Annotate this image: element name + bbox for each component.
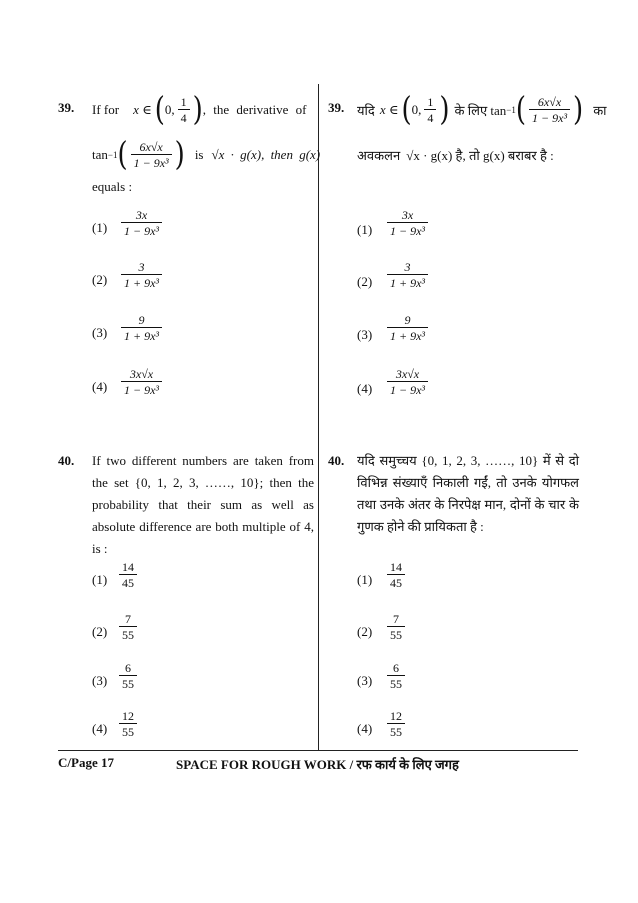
footer-rule <box>58 750 578 751</box>
q39-text-zero: 0, <box>164 102 175 117</box>
option-label: (2) <box>357 624 373 639</box>
page-number: C/Page 17 <box>58 755 114 770</box>
option-3[interactable]: $\frac{6}{55}$ <box>116 661 140 691</box>
option-label: (3) <box>92 325 108 340</box>
question-number: 40. <box>58 453 75 468</box>
q39-hi-avakalan: अवकलन <box>357 148 401 163</box>
option-4[interactable]: $\frac{12}{55}$ <box>116 709 140 739</box>
option-label: (1) <box>92 220 108 235</box>
option-label: (4) <box>357 721 373 736</box>
q39-line1: If for x ∈ ( 0, $\frac{1}{4}$ ) , the derivative of <box>92 91 307 129</box>
option-4[interactable]: $\frac{3x√x}{\text{1 − 9x³}}$ <box>118 367 165 397</box>
q39-hi-line2 <box>357 144 554 166</box>
option-3[interactable]: $\frac{9}{\text{1 + 9x³}}$ <box>384 313 431 343</box>
q39-hi-ka: का <box>593 103 607 118</box>
q39-hi-x-in: x ∈ <box>379 102 399 117</box>
q39-hi-g: √x · g(x) है, तो g(x) बराबर है : <box>406 148 554 163</box>
rough-work-label: SPACE FOR ROUGH WORK / रफ कार्य के लिए जगह <box>176 757 459 772</box>
q39-text-if-for: If for <box>92 102 120 117</box>
q40-text: If two different numbers are taken from the set {0, 1, 2, 3, ……, 10}; then the probability that their sum as well as absolute difference are both multiple of 4, is : <box>92 453 314 556</box>
option-4[interactable]: $\frac{3x√x}{\text{1 − 9x³}}$ <box>384 367 431 397</box>
q39-text-g: √x · g(x), then g(x) <box>211 147 321 162</box>
q39-text-is: is <box>194 147 204 162</box>
column-divider <box>318 84 319 750</box>
q39-interval-fraction: $\frac{1}{4}$ <box>178 95 190 125</box>
option-label: (4) <box>357 381 373 396</box>
question-number: 39. <box>328 100 345 115</box>
q39-hi-ke-liye: के लिए tan <box>454 103 507 118</box>
option-label: (4) <box>92 379 108 394</box>
q39-equals: equals : <box>92 179 133 194</box>
option-label: (3) <box>92 673 108 688</box>
option-label: (3) <box>357 673 373 688</box>
option-label: (2) <box>92 272 108 287</box>
question-number: 39. <box>58 100 75 115</box>
option-label: (2) <box>92 624 108 639</box>
option-label: (1) <box>92 572 108 587</box>
q39-line2: tan −1 ( $\frac{6x√x}{\text{1 − 9x³}}$ ) is √x · g(x), then g(x) <box>92 136 321 174</box>
option-3[interactable]: $\frac{9}{\text{1 + 9x³}}$ <box>118 313 165 343</box>
option-label: (1) <box>357 572 373 587</box>
option-1[interactable]: $\frac{14}{45}$ <box>384 560 408 590</box>
q39-text-derivative: , the derivative of <box>202 102 307 117</box>
option-1[interactable]: $\frac{3x}{\text{1 − 9x³}}$ <box>384 208 431 238</box>
option-2[interactable]: $\frac{3}{\text{1 + 9x³}}$ <box>384 260 431 290</box>
option-label: (4) <box>92 721 108 736</box>
q39-hi-line1: यदि x ∈ ( 0, $\frac{1}{4}$ ) के लिए tan −1 ( $\frac{6x√x}{\text{1 − 9x³}}$ ) का <box>357 91 607 129</box>
option-1[interactable]: $\frac{14}{45}$ <box>116 560 140 590</box>
option-2[interactable]: $\frac{7}{55}$ <box>116 612 140 642</box>
option-2[interactable]: $\frac{7}{55}$ <box>384 612 408 642</box>
option-1[interactable]: $\frac{3x}{\text{1 − 9x³}}$ <box>118 208 165 238</box>
option-3[interactable]: $\frac{6}{55}$ <box>384 661 408 691</box>
option-label: (2) <box>357 274 373 289</box>
option-label: (1) <box>357 222 373 237</box>
q39-hi-yadi: यदि <box>357 103 375 118</box>
option-4[interactable]: $\frac{12}{55}$ <box>384 709 408 739</box>
question-number: 40. <box>328 453 345 468</box>
option-label: (3) <box>357 327 373 342</box>
q39-inner-fraction: $\frac{6x√x}{\text{1 − 9x³}}$ <box>131 140 172 170</box>
q39-tan: tan <box>92 147 108 162</box>
option-2[interactable]: $\frac{3}{\text{1 + 9x³}}$ <box>118 260 165 290</box>
q39-text-x-in: x ∈ <box>133 102 152 117</box>
q40-hi-text: यदि समुच्चय {0, 1, 2, 3, ……, 10} में से दो विभिन्न संख्याएँ निकाली गईं, तो उनके योगफल तथा उनके अंतर के निरपेक्ष मान, दोनों के चार के गुणक होने की प्रायिकता है : <box>357 453 579 534</box>
